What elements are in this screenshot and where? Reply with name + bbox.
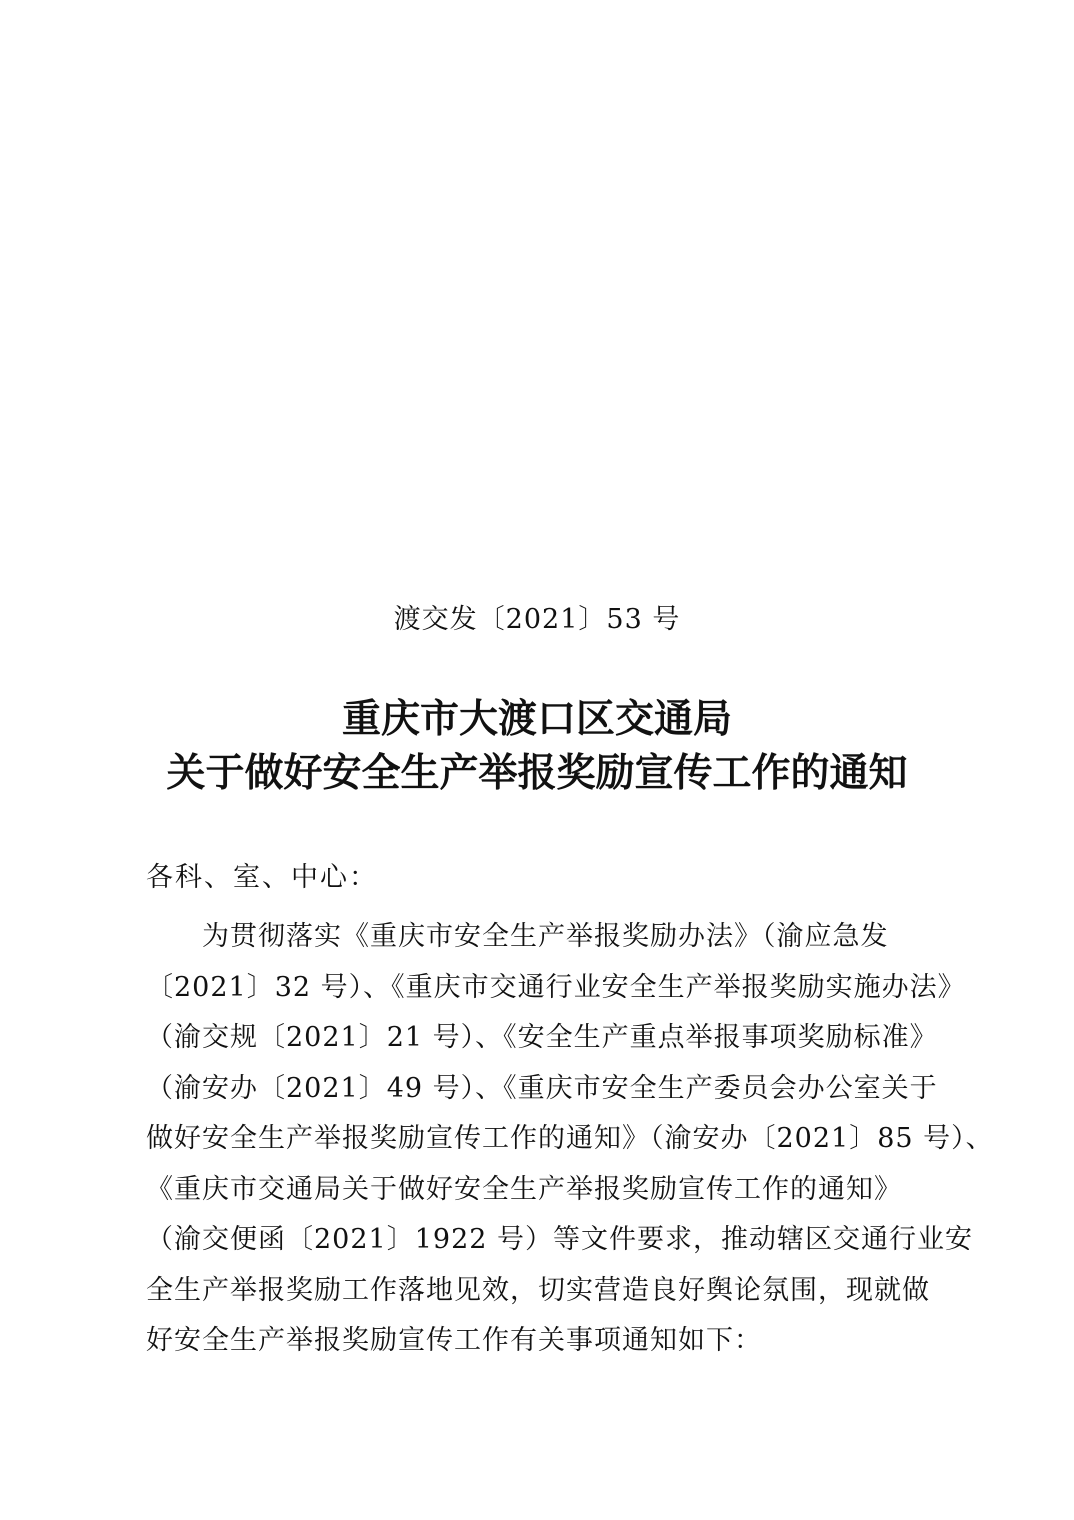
salutation: 各科、室、中心：	[146, 862, 378, 893]
body-line: 全生产举报奖励工作落地见效，切实营造良好舆论氛围，现就做	[146, 1274, 930, 1306]
body-line: 做好安全生产举报奖励宣传工作的通知》（渝安办〔2021〕85 号）、	[146, 1123, 994, 1154]
body-line: 好安全生产举报奖励宣传工作有关事项通知如下：	[146, 1325, 762, 1356]
title-line-1: 重庆市大渡口区交通局	[341, 696, 732, 742]
body-paragraph	[146, 912, 994, 1367]
body-line: 《重庆市交通局关于做好安全生产举报奖励宣传工作的通知》	[146, 1173, 902, 1205]
document-number: 渡交发〔2021〕53 号	[393, 604, 681, 635]
body-line: （渝安办〔2021〕49 号）、《重庆市安全生产委员会办公室关于	[146, 1072, 938, 1104]
body-line: （渝交便函〔2021〕1922 号）等文件要求，推动辖区交通行业安	[146, 1224, 974, 1255]
body-line: 〔2021〕32 号）、《重庆市交通行业安全生产举报奖励实施办法》	[146, 971, 966, 1003]
body-line: 为贯彻落实《重庆市安全生产举报奖励办法》（渝应急发	[202, 921, 889, 952]
body-line: （渝交规〔2021〕21 号）、《安全生产重点举报事项奖励标准》	[146, 1022, 938, 1053]
title-line-2: 关于做好安全生产举报奖励宣传工作的通知	[166, 750, 908, 796]
document-title	[120, 692, 954, 800]
